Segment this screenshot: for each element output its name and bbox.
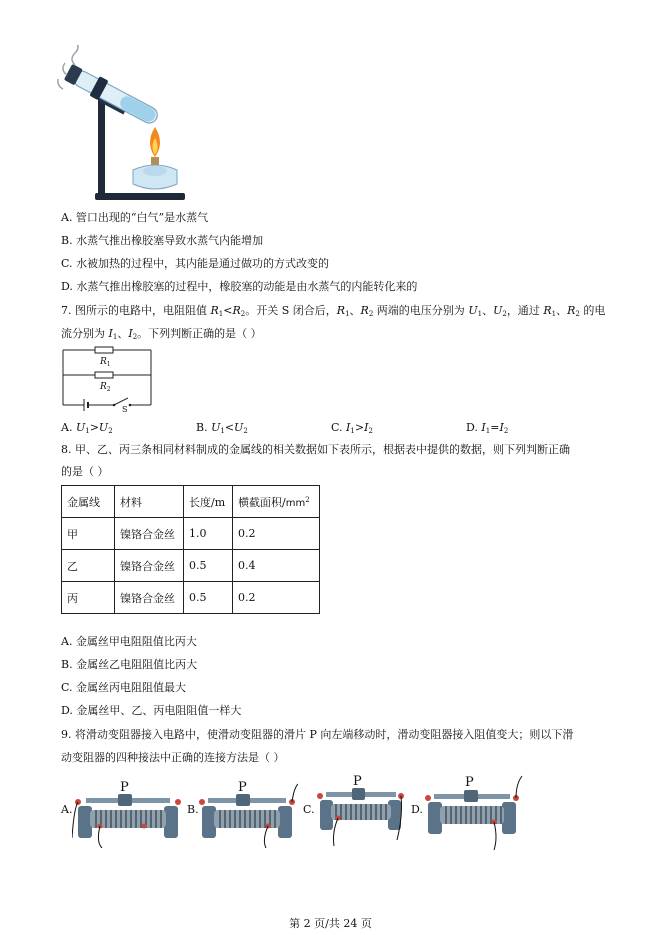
- q8-stem-line1: 8. 甲、乙、丙三条相同材料制成的金属线的相关数据如下表所示，根据表中提供的数据，则下列判断正确: [61, 443, 570, 456]
- switch-label: S: [122, 405, 128, 413]
- q6-option-c: C. 水被加热的过程中，其内能是通过做功的方式改变的: [61, 257, 330, 270]
- q8-option-d: D. 金属丝甲、乙、丙电阻阻值一样大: [61, 704, 242, 717]
- q8-option-a: A. 金属丝甲电阻阻值比丙大: [61, 635, 197, 648]
- table-header-row: [62, 486, 320, 518]
- q9-option-c-label: C.: [303, 803, 315, 816]
- table-header: 金属线: [62, 486, 115, 518]
- q7-option-d: D. $I_1=I_2$: [466, 421, 509, 435]
- q9-option-a-label: A.: [61, 803, 73, 816]
- metal-wire-table: [61, 485, 320, 614]
- slider-p-label: P: [465, 775, 474, 790]
- r1-label: R: [100, 357, 107, 367]
- table-header: 材料: [115, 486, 184, 518]
- rheostat-option-c: [316, 772, 406, 848]
- q6-option-b: B. 水蒸气推出橡胶塞导致水蒸气内能增加: [61, 234, 264, 247]
- q7-option-b: B. $U_1<U_2$: [196, 421, 248, 435]
- svg-text:R1: $R_1$: [100, 357, 111, 368]
- q7-stem-line2: 流分别为 $I_1$、$I_2$。下列判断正确的是（ ）: [61, 327, 262, 341]
- q9-option-b-label: B.: [187, 803, 199, 816]
- r2-label: R: [100, 382, 107, 392]
- heating-test-tube-illustration: [55, 45, 195, 205]
- q7-option-c: C. $I_1>I_2$: [331, 421, 373, 435]
- table-row: 甲 镍铬合金丝 1.0 0.2: [62, 518, 320, 550]
- page-footer: 第 2 页/共 24 页: [289, 917, 372, 930]
- q9-stem-line1: 9. 将滑动变阻器接入电路中，使滑动变阻器的滑片 P 向左端移动时，滑动变阻器接入阻值变大；则以下滑: [61, 728, 574, 741]
- rheostat-option-b: [198, 776, 298, 848]
- q6-option-d: D. 水蒸气推出橡胶塞的过程中，橡胶塞的动能是由水蒸气的内能转化来的: [61, 280, 418, 293]
- q7-option-a: A. $U_1>U_2$: [61, 421, 113, 435]
- table-row: 丙 镍铬合金丝 0.5 0.2: [62, 582, 320, 614]
- svg-text:R2: $R_2$: [100, 382, 111, 393]
- slider-p-label: P: [353, 774, 362, 789]
- q8-option-c: C. 金属丝丙电阻阻值最大: [61, 681, 187, 694]
- slider-p-label: P: [120, 780, 129, 795]
- q7-stem-line1: 7. 图所示的电路中，电阻阻值 $R_1<R_2$。开关 S 闭合后，$R_1$、$R_2$ 两端的电压分别为 $U_1$、$U_2$，通过 $R_1$、$R_2$ 的电: [61, 304, 606, 318]
- q8-option-b: B. 金属丝乙电阻阻值比丙大: [61, 658, 198, 671]
- q8-stem-line2: 的是（ ）: [61, 465, 109, 478]
- q6-option-a: A. 管口出现的“白气”是水蒸气: [61, 211, 209, 224]
- q9-stem-line2: 动变阻器的四种接法中正确的连接方法是（ ）: [61, 751, 285, 764]
- table-row: 乙 镍铬合金丝 0.5 0.4: [62, 550, 320, 582]
- q7-parallel-circuit-diagram: [58, 345, 158, 413]
- q9-option-d-label: D.: [411, 803, 423, 816]
- table-header: 长度/m: [184, 486, 233, 518]
- slider-p-label: P: [238, 780, 247, 795]
- rheostat-option-a: [72, 776, 184, 848]
- table-header: 横截面积$/mm^2$: [233, 486, 320, 518]
- rheostat-option-d: [424, 772, 524, 852]
